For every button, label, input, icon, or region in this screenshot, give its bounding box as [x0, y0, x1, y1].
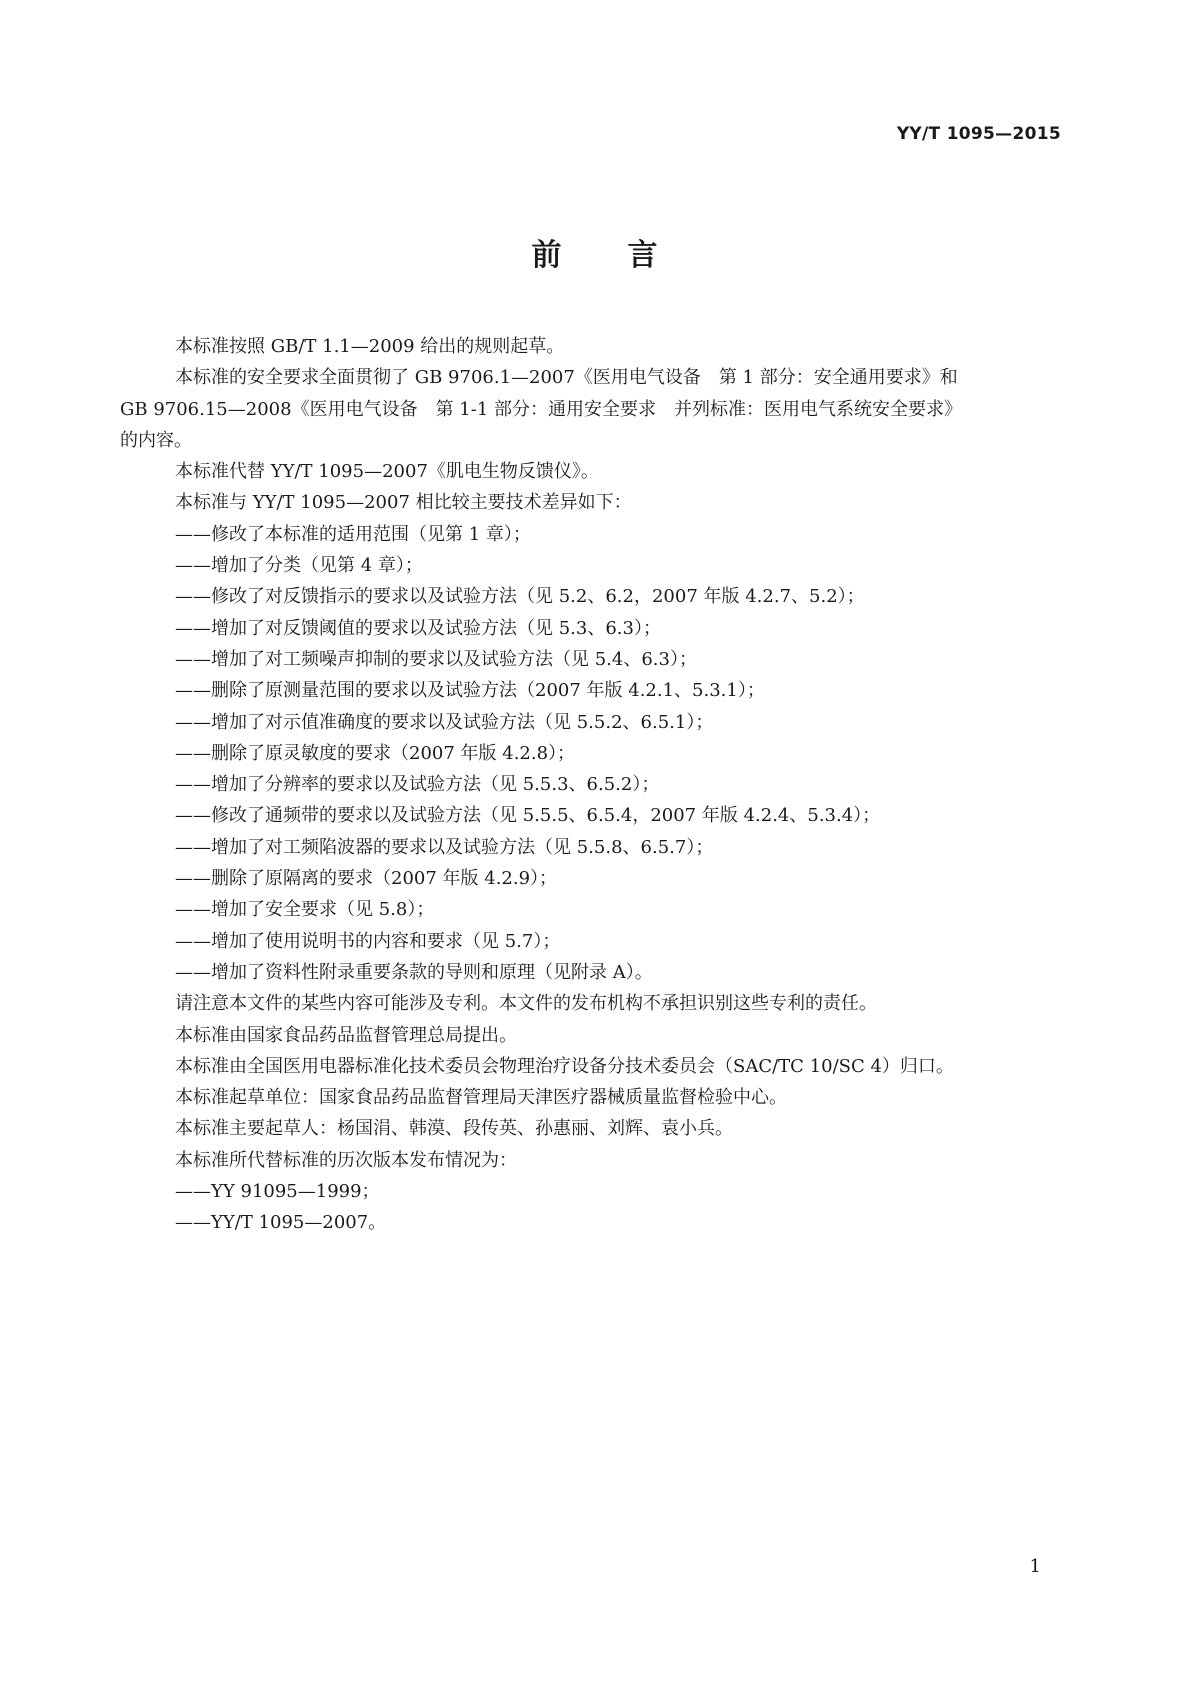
- list-item: ——YY 91095—1999；: [175, 1181, 380, 1203]
- document-body: [120, 331, 1080, 1239]
- paragraph-safety-requirements-cont-1: GB 9706.15—2008《医用电气设备 第 1-1 部分：通用安全要求 并列标准：医用电气系统安全要求》: [120, 398, 962, 420]
- list-item: ——增加了对工频噪声抑制的要求以及试验方法（见 5.4、6.3）；: [175, 648, 697, 670]
- list-item: ——增加了分辨率的要求以及试验方法（见 5.5.3、6.5.2）；: [175, 774, 660, 796]
- page-title: 前 言: [531, 238, 660, 273]
- standard-code: YY/T 1095—2015: [896, 124, 1061, 144]
- list-item: ——增加了对工频陷波器的要求以及试验方法（见 5.5.8、6.5.7）；: [175, 836, 714, 858]
- list-item: ——增加了对示值准确度的要求以及试验方法（见 5.5.2、6.5.1）；: [175, 711, 714, 733]
- paragraph-safety-requirements-cont-2: 的内容。: [120, 429, 192, 451]
- page-number: 1: [1029, 1556, 1041, 1577]
- list-item: ——删除了原灵敏度的要求（2007 年版 4.2.8）；: [175, 742, 576, 764]
- paragraph-proposed-by: 本标准由国家食品药品监督管理总局提出。: [175, 1024, 517, 1046]
- list-item: ——增加了对反馈阈值的要求以及试验方法（见 5.3、6.3）；: [175, 617, 661, 639]
- list-item: ——增加了使用说明书的内容和要求（见 5.7）；: [175, 930, 561, 952]
- list-item: ——修改了通频带的要求以及试验方法（见 5.5.5、6.5.4，2007 年版 4.2.4、5.3.4）；: [175, 805, 881, 827]
- paragraph-history-intro: 本标准所代替标准的历次版本发布情况为：: [175, 1149, 517, 1171]
- list-item: ——修改了本标准的适用范围（见第 1 章）；: [175, 523, 531, 545]
- paragraph-safety-requirements: 本标准的安全要求全面贯彻了 GB 9706.1—2007《医用电气设备 第 1 部分：安全通用要求》和: [175, 367, 958, 389]
- paragraph-drafters: 本标准主要起草人：杨国涓、韩漠、段传英、孙惠丽、刘辉、袁小兵。: [175, 1118, 733, 1140]
- list-item: ——增加了安全要求（见 5.8）；: [175, 899, 435, 921]
- paragraph-patent-notice: 请注意本文件的某些内容可能涉及专利。本文件的发布机构不承担识别这些专利的责任。: [175, 993, 877, 1015]
- list-item: ——增加了分类（见第 4 章）；: [175, 555, 423, 577]
- paragraph-drafting-rules: 本标准按照 GB/T 1.1—2009 给出的规则起草。: [175, 336, 565, 357]
- list-item: ——删除了原隔离的要求（2007 年版 4.2.9）；: [175, 868, 558, 890]
- list-item: ——增加了资料性附录重要条款的导则和原理（见附录 A）。: [175, 961, 653, 983]
- paragraph-drafting-organization: 本标准起草单位：国家食品药品监督管理局天津医疗器械质量监督检验中心。: [175, 1087, 787, 1109]
- paragraph-technical-committee: 本标准由全国医用电器标准化技术委员会物理治疗设备分技术委员会（SAC/TC 10/SC 4）归口。: [175, 1055, 954, 1077]
- list-item: ——修改了对反馈指示的要求以及试验方法（见 5.2、6.2，2007 年版 4.2.7、5.2）；: [175, 586, 865, 608]
- paragraph-differences-intro: 本标准与 YY/T 1095—2007 相比较主要技术差异如下：: [175, 492, 632, 514]
- list-item: ——删除了原测量范围的要求以及试验方法（2007 年版 4.2.1、5.3.1）；: [175, 680, 765, 702]
- paragraph-replaces: 本标准代替 YY/T 1095—2007《肌电生物反馈仪》。: [175, 461, 599, 483]
- list-item: ——YY/T 1095—2007。: [175, 1212, 387, 1234]
